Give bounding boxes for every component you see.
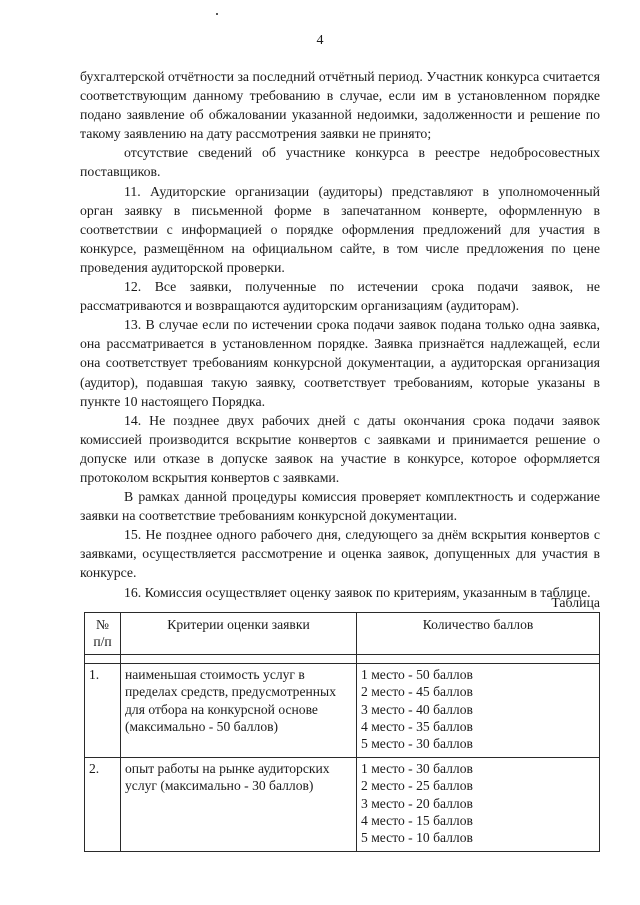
paragraph-2: отсутствие сведений об участнике конкурса в реестре недобросовестных поставщиков. bbox=[80, 145, 600, 180]
table-spacer-row bbox=[85, 654, 600, 663]
score-line: 4 место - 35 баллов bbox=[361, 719, 473, 735]
score-line: 3 место - 20 баллов bbox=[361, 795, 473, 811]
paragraph-11: 11. Аудиторские организации (аудиторы) представляют в уполномоченный орган заявку в письменной форме в запечатанном конверте, оформленную в соответствии с информацией о порядке оформления предложений для участия в конкурсе, размещённом на официальном сайте, в том числе предложения по цене проведения аудиторской проверки. bbox=[80, 183, 600, 275]
header-number: № п/п bbox=[85, 613, 121, 655]
table-caption: Таблица bbox=[551, 595, 600, 610]
spacer-cell bbox=[357, 654, 600, 663]
score-line: 5 место - 30 баллов bbox=[361, 736, 473, 752]
paragraph-14: 14. Не позднее двух рабочих дней с даты окончания срока подачи заявок комиссией производится вскрытие конвертов с заявками и принимается решение о допуске или отказе в допуске заявок на участие в конкурсе, которое оформляется протоколом вскрытия конвертов с заявками. bbox=[80, 412, 600, 485]
spacer-cell bbox=[85, 654, 121, 663]
criteria-text: опыт работы на рынке аудиторских услуг (максимально - 30 баллов) bbox=[125, 760, 330, 794]
spacer-cell bbox=[121, 654, 357, 663]
criteria-table bbox=[84, 612, 600, 852]
row-criteria bbox=[121, 663, 357, 757]
header-criteria: Критерии оценки заявки bbox=[121, 613, 357, 655]
table-header-row bbox=[85, 613, 600, 655]
scan-speck bbox=[216, 13, 218, 15]
paragraph-13: 13. В случае если по истечении срока подачи заявок подана только одна заявка, она рассматривается в установленном порядке. Заявка признаётся надлежащей, если она соответствует требованиям конкурсной документации, а аудиторская организация (аудитор), подавшая такую заявку, соответствует требованиям, которые указаны в пункте 10 настоящего Порядка. bbox=[80, 317, 600, 409]
score-line: 2 место - 45 баллов bbox=[361, 684, 473, 700]
score-line: 4 место - 15 баллов bbox=[361, 813, 473, 829]
table-row bbox=[85, 663, 600, 757]
row-scores bbox=[357, 663, 600, 757]
document-body bbox=[80, 67, 600, 602]
header-score: Количество баллов bbox=[357, 613, 600, 655]
criteria-text: наименьшая стоимость услуг в пределах средств, предусмотренных для отбора на конкурсной основе (максимально - 50 баллов) bbox=[125, 666, 336, 735]
paragraph-15: 15. Не позднее одного рабочего дня, следующего за днём вскрытия конвертов с заявками, осуществляется рассмотрение и оценка заявок, допущенных для участия в конкурсе. bbox=[80, 527, 600, 581]
row-number: 1. bbox=[85, 663, 121, 757]
row-scores bbox=[357, 757, 600, 851]
score-line: 1 место - 50 баллов bbox=[361, 666, 473, 682]
score-line: 2 место - 25 баллов bbox=[361, 778, 473, 794]
paragraph-1: бухгалтерской отчётности за последний отчётный период. Участник конкурса считается соответствующим данному требованию в случае, если им в установленном порядке подано заявление об обжаловании указанной недоимки, задолженности и решение по такому заявлению на дату рассмотрения заявки не принято; bbox=[80, 69, 600, 142]
paragraph-14-note: В рамках данной процедуры комиссия проверяет комплектность и содержание заявки на соответствие требованиям конкурсной документации. bbox=[80, 489, 600, 524]
table-row bbox=[85, 757, 600, 851]
score-line: 5 место - 10 баллов bbox=[361, 830, 473, 846]
score-line: 3 место - 40 баллов bbox=[361, 701, 473, 717]
paragraph-16: 16. Комиссия осуществляет оценку заявок по критериям, указанным в таблице. bbox=[124, 584, 591, 600]
row-number: 2. bbox=[85, 757, 121, 851]
score-line: 1 место - 30 баллов bbox=[361, 760, 473, 776]
paragraph-12: 12. Все заявки, полученные по истечении срока подачи заявок, не рассматриваются и возвращаются аудиторским организациям (аудиторам). bbox=[80, 279, 600, 314]
page-number: 4 bbox=[316, 33, 324, 48]
row-criteria bbox=[121, 757, 357, 851]
